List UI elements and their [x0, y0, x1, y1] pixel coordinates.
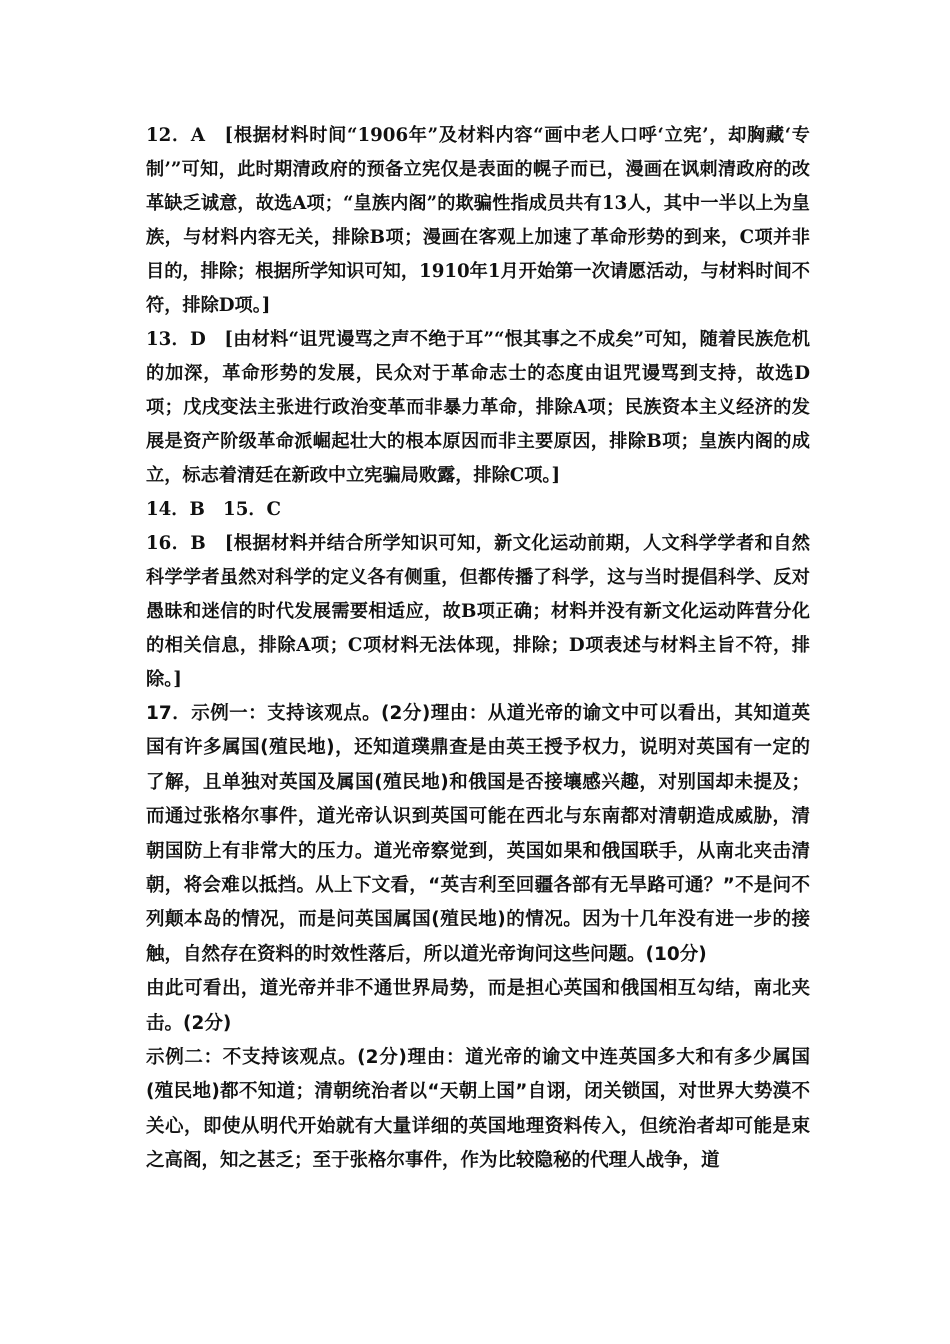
- answer-17-conclusion: 由此可看出，道光帝并非不通世界局势，而是担心英国和俄国相互勾结，南北夹击。(2分): [146, 978, 810, 1034]
- answer-13: 13．D [由材料“诅咒谩骂之声不绝于耳”“恨其事之不成矣”可知，随着民族危机的加深，革命形势的发展，民众对于革命志士的态度由诅咒谩骂到支持，故选D项；戊戌变法主张进行政治变革而非暴力革命，排除A项；民族资本主义经济的发展是资产阶级革命派崛起壮大的根本原因而非主要原因，排除B项；皇族内阁的成立，标志着清廷在新政中立宪骗局败露，排除C项。]: [146, 329, 810, 486]
- answer-17-example-1: 17．示例一：支持该观点。(2分)理由：从道光帝的谕文中可以看出，其知道英国有许多属国(殖民地)，还知道璞鼎查是由英王授予权力，说明对英国有一定的了解，且单独对英国及属国(殖民地)和俄国是否接壤感兴趣，对别国却未提及；而通过张格尔事件，道光帝认识到英国可能在西北与东南都对清朝造成威胁，清朝国防上有非常大的压力。道光帝察觉到，英国如果和俄国联手，从南北夹击清朝，将会难以抵挡。从上下文看，“英吉利至回疆各部有无旱路可通？”不是问不列颠本岛的情况，而是问英国属国(殖民地)的情况。因为十几年没有进一步的接触，自然存在资料的时效性落后，所以道光帝询问这些问题。(10分): [146, 703, 810, 965]
- answer-12: 12．A [根据材料时间“1906年”及材料内容“画中老人口呼‘立宪’，却胸藏‘专制’”可知，此时期清政府的预备立宪仅是表面的幌子而已，漫画在讽刺清政府的改革缺乏诚意，故选A项；“皇族内阁”的欺骗性指成员共有13人，其中一半以上为皇族，与材料内容无关，排除B项；漫画在客观上加速了革命形势的到来，C项并非目的，排除；根据所学知识可知，1910年1月开始第一次请愿活动，与材料时间不符，排除D项。]: [146, 125, 810, 316]
- answer-16: 16．B [根据材料并结合所学知识可知，新文化运动前期，人文科学学者和自然科学学者虽然对科学的定义各有侧重，但都传播了科学，这与当时提倡科学、反对愚昧和迷信的时代发展需要相适应，故B项正确；材料并没有新文化运动阵营分化的相关信息，排除A项；C项材料无法体现，排除；D项表述与材料主旨不符，排除。]: [146, 533, 810, 690]
- answer-17-example-2: 示例二：不支持该观点。(2分)理由：道光帝的谕文中连英国多大和有多少属国(殖民地)都不知道；清朝统治者以“天朝上国”自诩，闭关锁国，对世界大势漠不关心，即使从明代开始就有大量详细的英国地理资料传入，但统治者却可能是束之高阁，知之甚乏；至于张格尔事件，作为比较隐秘的代理人战争，道: [146, 1047, 810, 1172]
- answer-document: [146, 119, 810, 1179]
- answer-14-15: 14．B 15．C: [146, 499, 282, 520]
